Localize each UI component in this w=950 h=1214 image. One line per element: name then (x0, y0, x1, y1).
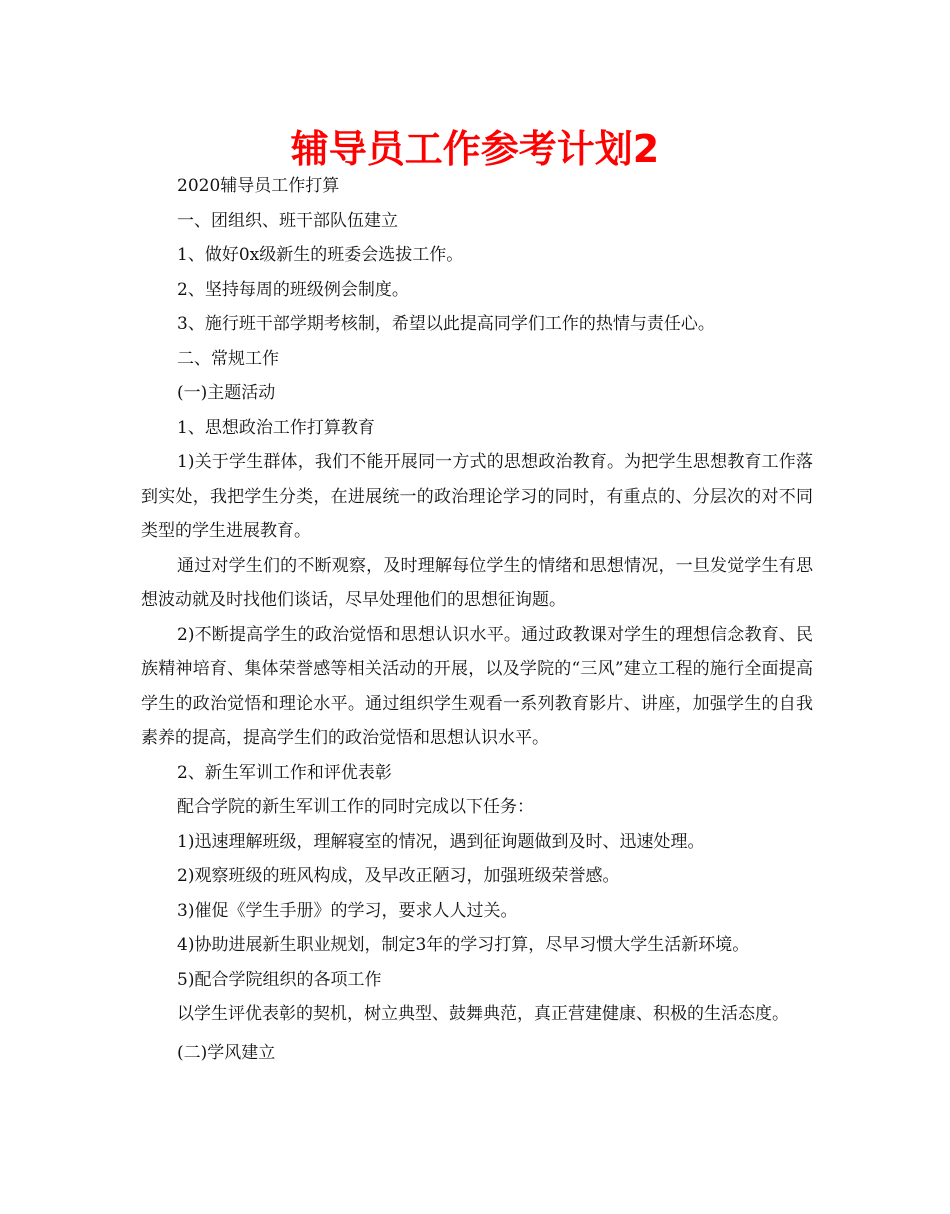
paragraph: 1)关于学生群体，我们不能开展同一方式的思想政治教育。为把学生思想教育工作落到实处，我把学生分类，在进展统一的政治理论学习的同时，有重点的、分层次的对不同类型的学生进展教育。 (141, 452, 813, 541)
paragraph: 5)配合学院组织的各项工作 (177, 969, 382, 990)
paragraph: 1)迅速理解班级，理解寝室的情况，遇到征询题做到及时、迅速处理。 (177, 831, 705, 852)
paragraph: 1、做好0x级新生的班委会选拔工作。 (177, 245, 464, 265)
paragraph: 3)催促《学生手册》的学习，要求人人过关。 (177, 900, 518, 921)
paragraph: 2、新生军训工作和评优表彰 (177, 762, 392, 783)
paragraph: 4)协助进展新生职业规划，制定3年的学习打算，尽早习惯大学生活新环境。 (177, 935, 750, 955)
paragraph: 2)观察班级的班风构成，及早改正陋习，加强班级荣誉感。 (177, 866, 620, 886)
paragraph: 以学生评优表彰的契机，树立典型、鼓舞典范，真正营建健康、积极的生活态度。 (177, 1004, 789, 1024)
paragraph: 3、施行班干部学期考核制，希望以此提高同学们工作的热情与责任心。 (177, 314, 715, 334)
document-title: 辅导员工作参考计划2 (290, 127, 660, 171)
paragraph: 2)不断提高学生的政治觉悟和思想认识水平。通过政教课对学生的理想信念教育、民族精神培育、集体荣誉感等相关活动的开展，以及学院的“三风”建立工程的施行全面提高学生的政治觉悟和理论水平。通过组织学生观看一系列教育影片、讲座，加强学生的自我素养的提高，提高学生们的政治觉悟和思想认识水平。 (141, 624, 813, 748)
paragraph: 1、思想政治工作打算教育 (177, 417, 375, 438)
paragraph: 通过对学生们的不断观察，及时理解每位学生的情绪和思想情况，一旦发觉学生有思想波动就及时找他们谈话，尽早处理他们的思想征询题。 (141, 555, 813, 610)
subsection-heading: (一)主题活动 (177, 383, 276, 403)
section-heading: 二、常规工作 (177, 348, 279, 369)
paragraph: 2、坚持每周的班级例会制度。 (177, 279, 409, 300)
section-heading: 一、团组织、班干部队伍建立 (177, 210, 398, 231)
paragraph: 配合学院的新生军训工作的同时完成以下任务： (177, 797, 534, 817)
subsection-heading: (二)学风建立 (177, 1042, 276, 1063)
paragraph: 2020辅导员工作打算 (177, 176, 340, 196)
document-body (141, 169, 813, 1070)
